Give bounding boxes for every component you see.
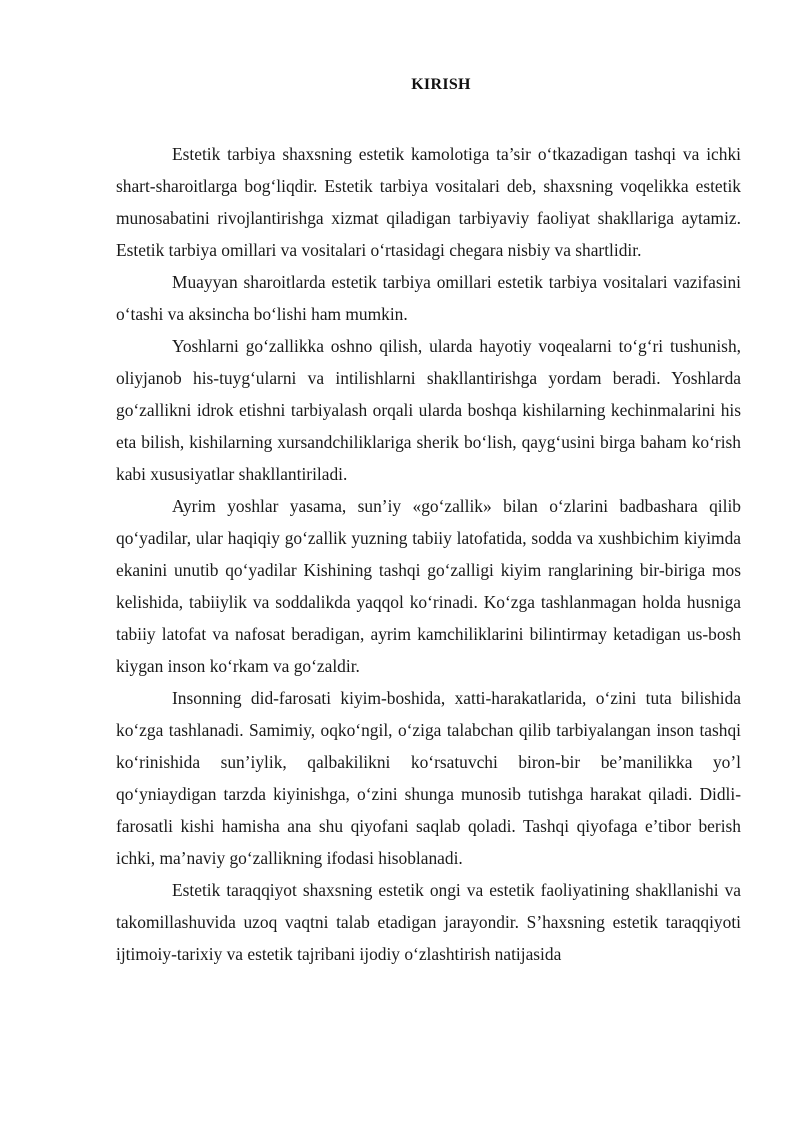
paragraph-4: Ayrim yoshlar yasama, sun’iy «go‘zallik» bilan o‘zlarini badbashara qilib qo‘yadilar, ular haqiqiy go‘zallik yuzning tabiiy latofatida, sodda va xushbichim kiyimda ekanini unutib qo‘yadilar Kishining tashqi go‘zalligi kiyim ranglarining bir-biriga mos kelishida, tabiiylik va soddalikda yaqqol ko‘rinadi. Ko‘zga tashlanmagan holda husniga tabiiy latofat va nafosat beradigan, ayrim kamchiliklarini bilintirmay ketadigan us-bosh kiygan inson ko‘rkam va go‘zaldir. xyxy=(116,496,741,676)
paragraph-2: Muayyan sharoitlarda estetik tarbiya omillari estetik tarbiya vositalari vazifasini o‘tashi va aksincha bo‘lishi ham mumkin. xyxy=(116,272,741,324)
paragraph-1: Estetik tarbiya shaxsning estetik kamolotiga ta’sir o‘tkazadigan tashqi va ichki shart-sharoitlarga bog‘liqdir. Estetik tarbiya vositalari deb, shaxsning voqelikka estetik munosabatini rivojlantirishga xizmat qiladigan tarbiyaviy faoliyat shakllariga aytamiz. Estetik tarbiya omillari va vositalari o‘rtasidagi chegara nisbiy va shartlidir. xyxy=(116,144,741,260)
paragraph-6: Estetik taraqqiyot shaxsning estetik ongi va estetik faoliyatining shakllanishi va takomillashuvida uzoq vaqtni talab etadigan jarayondir. S’haxsning estetik taraqqiyoti ijtimoiy-tarixiy va estetik tajribani ijodiy o‘zlashtirish natijasida xyxy=(116,880,741,964)
paragraph-5: Insonning did-farosati kiyim-boshida, xatti-harakatlarida, o‘zini tuta bilishida ko‘zga tashlanadi. Samimiy, oqko‘ngil, o‘ziga talabchan qilib tarbiyalangan inson tashqi ko‘rinishida sun’iylik, qalbakilikni ko‘rsatuvchi biron-bir be’manilikka yo’l qo‘yniaydigan tarzda kiyinishga, o‘zini shunga munosib tutishga harakat qiladi. Didli-farosatli kishi hamisha ana shu qiyofani saqlab qoladi. Tashqi qiyofaga e’tibor berish ichki, ma’naviy go‘zallikning ifodasi hisoblanadi. xyxy=(116,688,741,868)
paragraph-3: Yoshlarni go‘zallikka oshno qilish, ularda hayotiy voqealarni to‘g‘ri tushunish, oliyjanob his-tuyg‘ularni va intilishlarni shakllantirishga yordam beradi. Yoshlarda go‘zallikni idrok etishni tarbiyalash orqali ularda boshqa kishilarning kechinmalarini his eta bilish, kishilarning xursandchiliklariga sherik bo‘lish, qayg‘usini birga baham ko‘rish kabi xususiyatlar shakllantiriladi. xyxy=(116,336,741,484)
document-body xyxy=(116,138,741,970)
page-title: KIRISH xyxy=(411,76,471,93)
